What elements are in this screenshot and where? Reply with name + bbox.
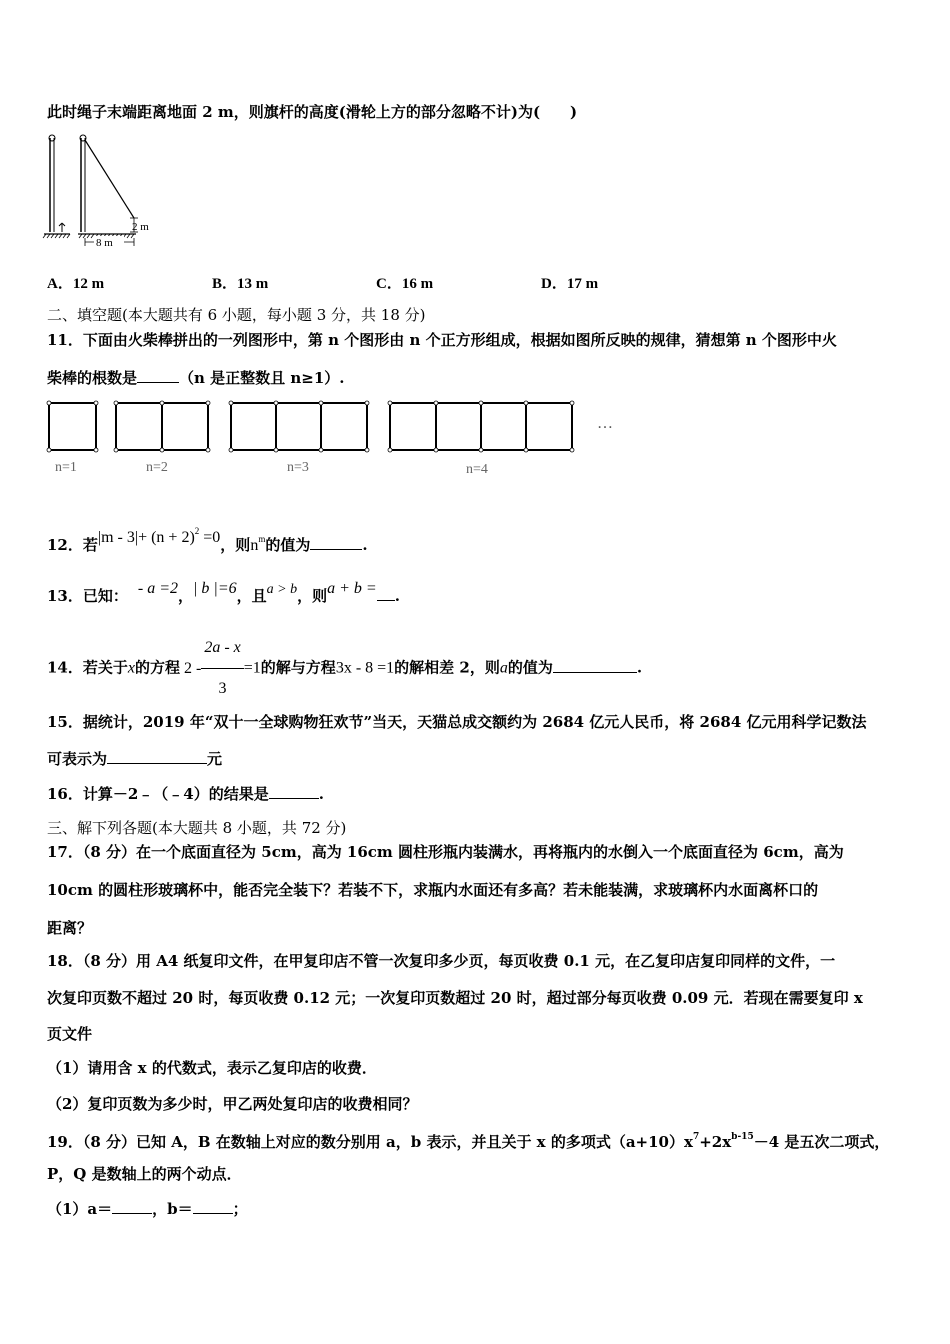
q14-denominator: 3 — [218, 680, 227, 697]
q14-answer-blank[interactable] — [553, 658, 637, 673]
q12-suffix: 的值为 — [265, 536, 311, 554]
figure-label-distance: 8 m — [96, 237, 113, 249]
q14-fraction — [201, 628, 243, 709]
label-n4: n=4 — [466, 462, 488, 477]
q12-abs: |m - 3| — [97, 529, 139, 546]
q19-answer-b-blank[interactable] — [193, 1199, 233, 1214]
q14-text4: 的值为 — [507, 658, 553, 677]
q15-answer-blank[interactable] — [107, 749, 207, 764]
q12-eq: =0 — [199, 529, 221, 546]
q13-comma: ， — [178, 587, 194, 605]
ellipsis: … — [597, 415, 613, 432]
q18-sub2: （2）复印页数为多少时，甲乙两处复印店的收费相同？ — [47, 1095, 418, 1113]
q18-line2: 次复印页数不超过 20 时，每页收费 0.12 元；一次复印页数超过 20 时，超过部分每页收费 0.09 元．若现在需要复印 x — [47, 989, 863, 1007]
q14-eq2: 3x - 8 =1 — [335, 659, 395, 677]
q19-text-a: 19．（8 分）已知 A，B 在数轴上对应的数分别用 a，b 表示，并且关于 x 的多项式（a+10）x — [47, 1133, 693, 1151]
q11-line1: 11．下面由火柴棒拼出的一列图形中，第 n 个图形由 n 个正方形组成，根据如图所反映的规律，猜想第 n 个图形中火 — [47, 331, 837, 349]
q17-line2: 10cm 的圆柱形玻璃杯中，能否完全装下？若装不下，求瓶内水面还有多高？若未能装满，求玻璃杯内水面离杯口的 — [47, 881, 819, 899]
q17-line3: 距离？ — [47, 919, 93, 937]
q14-var: x — [127, 659, 135, 677]
q13-condition: a > b — [266, 582, 298, 597]
q18-line1: 18．（8 分）用 A4 纸复印文件，在甲复印店不管一次复印多少页，每页收费 0.1 元，在乙复印店复印同样的文件，一 — [47, 952, 836, 970]
q12-prefix: 12．若 — [47, 536, 98, 554]
q19-answer-a-blank[interactable] — [112, 1199, 152, 1214]
choice-b: B．13 m — [212, 276, 269, 292]
q15-line1: 15．据统计，2019 年“双十一全球购物狂欢节”当天，天猫总成交额约为 2684 亿元人民币，将 2684 亿元用科学记数法 — [47, 713, 867, 731]
q17-line1: 17．（8 分）在一个底面直径为 5cm，高为 16cm 圆柱形瓶内装满水，再将瓶内的水倒入一个底面直径为 6cm，高为 — [47, 843, 844, 861]
q11-answer-blank[interactable] — [137, 368, 179, 383]
q16-text: 16．计算－2﹣（﹣4）的结果是 — [47, 785, 269, 803]
label-n1: n=1 — [55, 460, 77, 475]
q19-text-c: －4 是五次二项式， — [753, 1133, 890, 1151]
q13 — [47, 575, 400, 610]
section-3-heading: 三、解下列各题(本大题共 8 小题，共 72 分) — [47, 819, 347, 837]
choice-c: C．16 m — [376, 276, 434, 292]
q14-prefix: 14．若关于 — [47, 658, 128, 677]
q19-sub1-c: ； — [232, 1200, 248, 1218]
q19-sub1 — [47, 1199, 248, 1219]
q14-var2: a — [499, 659, 508, 677]
q13-and: ，且 — [236, 587, 267, 605]
q14-text3: 的解相差 2，则 — [394, 658, 500, 677]
section-2-heading: 二、填空题(本大题共有 6 小题，每小题 3 分，共 18 分) — [47, 306, 426, 324]
q19-exponent-2: b-15 — [731, 1132, 754, 1142]
q12-answer-blank[interactable] — [310, 535, 362, 550]
matchstick-figures — [44, 398, 684, 458]
q13-expr3: a + b = — [327, 580, 377, 597]
q18-line3: 页文件 — [47, 1025, 93, 1043]
q13-prefix: 13．已知： — [47, 587, 128, 605]
q19-line2: P，Q 是数轴上的两个动点． — [47, 1165, 242, 1183]
q19-sub1-b: ，b＝ — [152, 1200, 193, 1218]
q13-answer-blank[interactable] — [377, 586, 395, 601]
q12-expr — [97, 526, 221, 546]
q15-line2-text: 可表示为 — [47, 750, 108, 768]
choice-a: A．12 m — [47, 276, 105, 292]
label-n3: n=3 — [287, 460, 309, 475]
q16-end: . — [318, 785, 324, 803]
figure-label-height: 2 m — [132, 221, 149, 233]
q13-then: ，则 — [297, 587, 328, 605]
q11-line2 — [47, 368, 345, 388]
q12-square: + (n + 2) — [138, 529, 195, 546]
q12-exponent: 2 — [194, 526, 200, 536]
q14 — [47, 628, 642, 709]
q15-unit: 元 — [207, 750, 223, 768]
q13-end: . — [394, 587, 400, 605]
q12-power — [250, 534, 266, 554]
q19-text-b: +2x — [699, 1133, 732, 1151]
q12-mid: ，则 — [220, 536, 251, 554]
q14-text2: 的解与方程 — [260, 658, 336, 677]
q19-exponent-1: 7 — [692, 1132, 700, 1142]
q19-line1 — [47, 1127, 889, 1152]
q14-end: . — [636, 658, 643, 677]
q16 — [47, 784, 324, 804]
q14-rhs: =1 — [243, 659, 261, 677]
label-n2: n=2 — [146, 460, 168, 475]
q14-numerator: 2a - x — [201, 628, 243, 669]
q12-power-exponent: m — [258, 534, 266, 544]
q11-line2-text: 柴棒的根数是 — [47, 369, 138, 387]
q19-sub1-a: （1）a＝ — [47, 1200, 113, 1218]
q12 — [47, 517, 368, 560]
q10-stem: 此时绳子末端距离地面 2 m，则旗杆的高度(滑轮上方的部分忽略不计)为( ) — [47, 103, 578, 121]
q14-lhs: 2 - — [184, 659, 202, 677]
q13-expr2: | b |=6 — [193, 580, 237, 597]
flagpole-figure — [42, 132, 162, 252]
q12-base: n — [250, 537, 259, 554]
q11-line2-tail: （n 是正整数且 n≥1）. — [179, 369, 345, 387]
q13-expr1: - a =2 — [137, 580, 178, 597]
choice-d: D．17 m — [541, 276, 599, 292]
q18-sub1: （1）请用含 x 的代数式，表示乙复印店的收费． — [47, 1059, 377, 1077]
q15-line2 — [47, 749, 222, 769]
q16-answer-blank[interactable] — [269, 784, 319, 799]
q14-text1: 的方程 — [134, 658, 180, 677]
q12-end: . — [362, 536, 368, 554]
